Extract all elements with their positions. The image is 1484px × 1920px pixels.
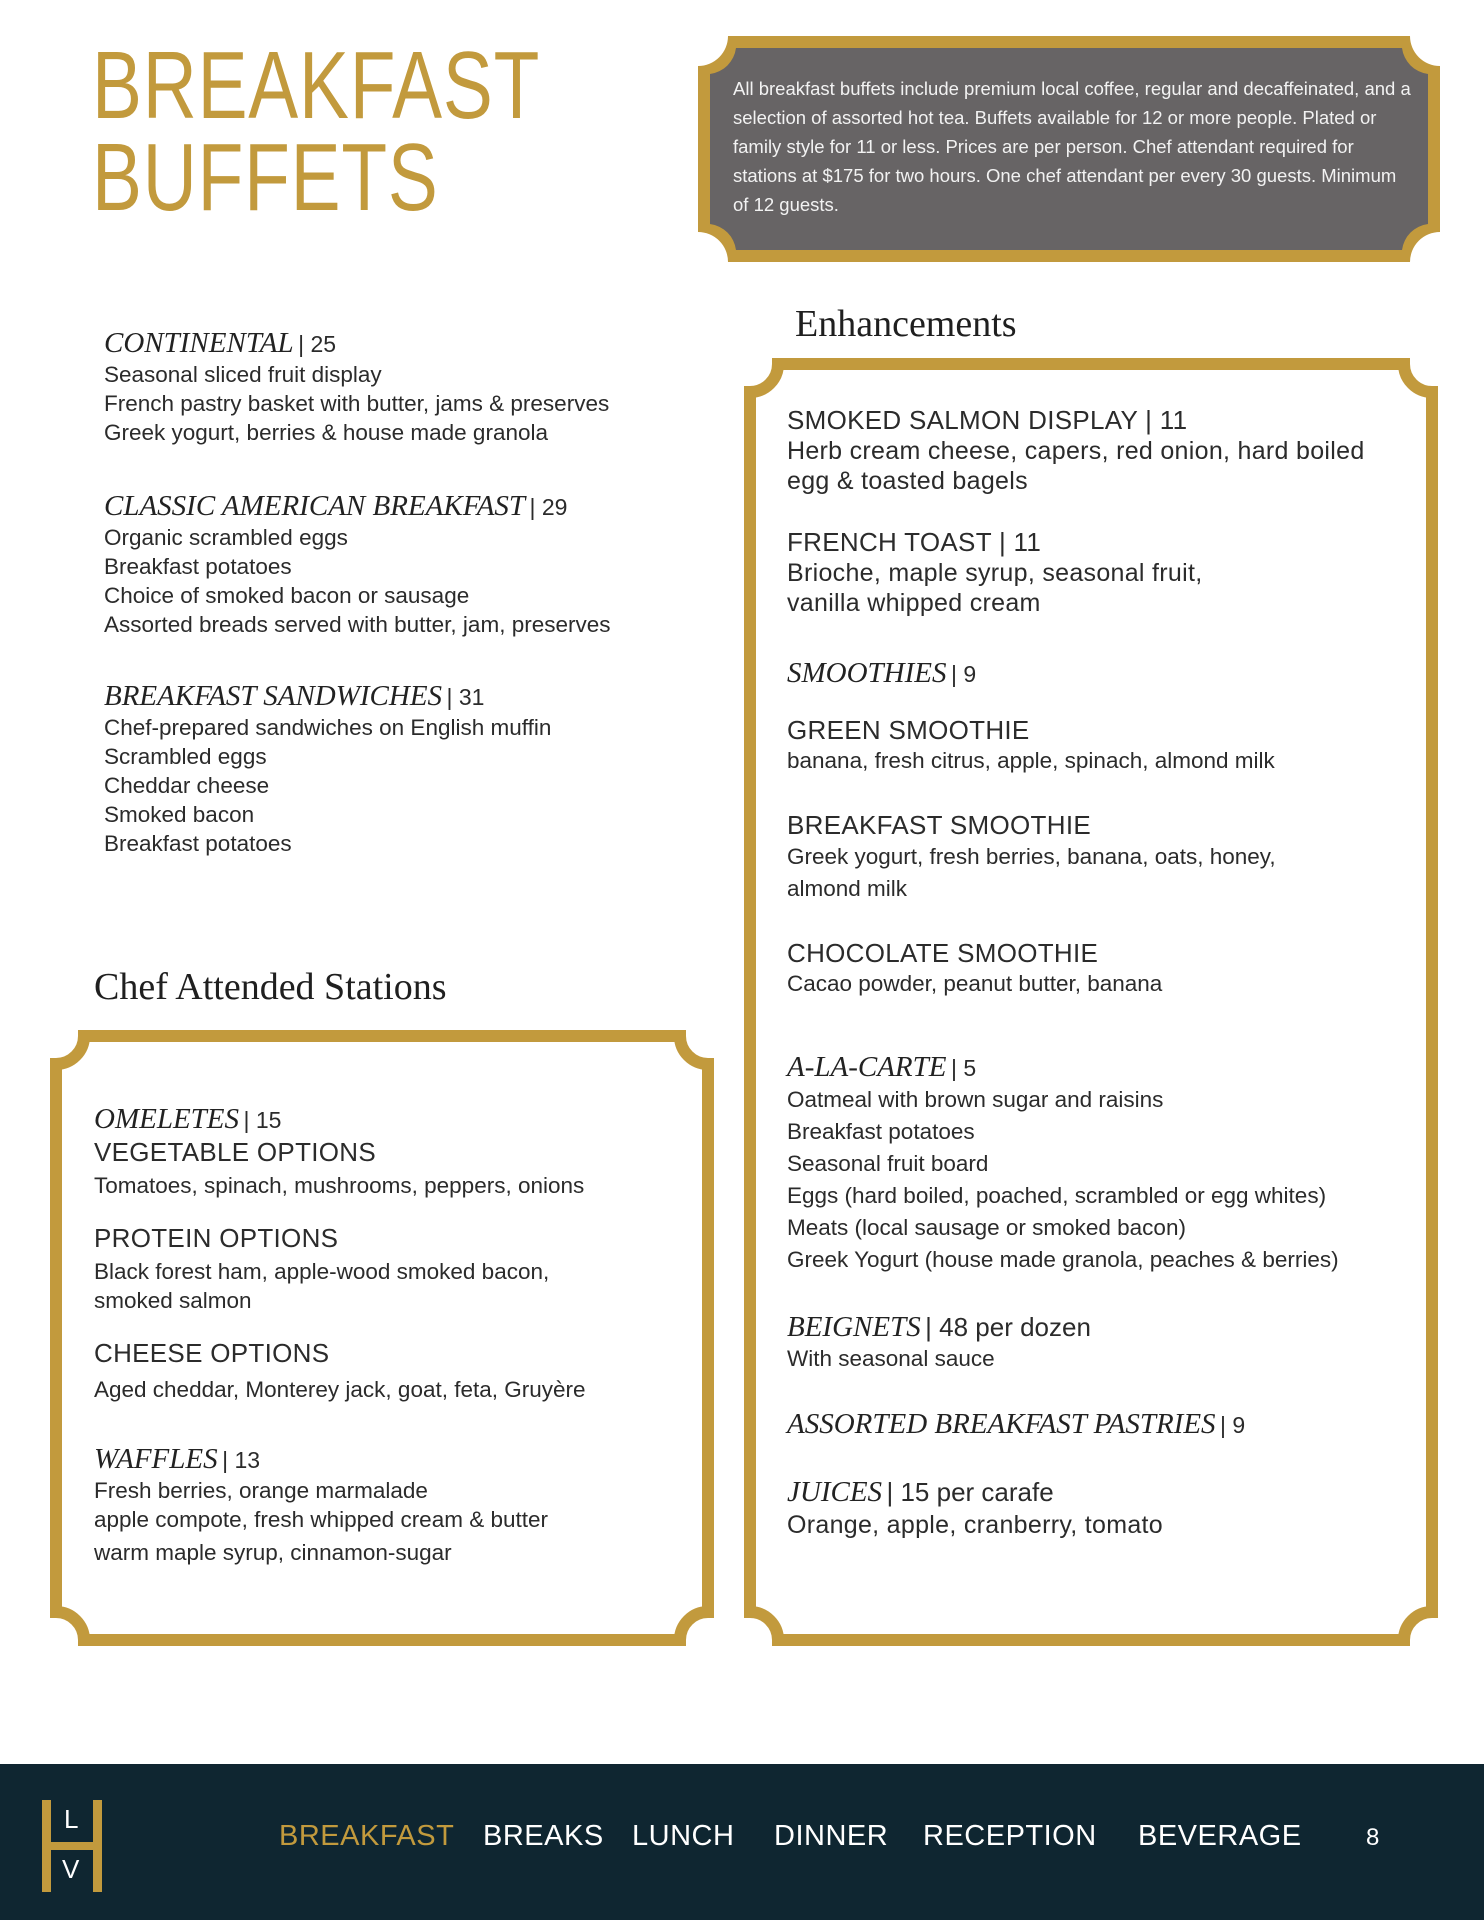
enhancements-content	[787, 404, 1427, 1541]
beignets-line: With seasonal sauce	[787, 1346, 995, 1371]
footer-bar	[0, 1764, 1484, 1920]
buffet-price: | 25	[298, 331, 337, 357]
nav-beverage[interactable]: BEVERAGE	[1138, 1820, 1302, 1852]
logo-letter-bottom: V	[62, 1854, 80, 1884]
nav-breakfast[interactable]: BREAKFAST	[279, 1820, 455, 1852]
smoothie-text: banana, fresh citrus, apple, spinach, almond milk	[787, 748, 1275, 773]
option-label: PROTEIN OPTIONS	[94, 1223, 339, 1253]
buffet-name: CONTINENTAL	[104, 327, 294, 359]
waffles-name: WAFFLES	[94, 1443, 218, 1475]
option-text: Black forest ham, apple-wood smoked bacon,	[94, 1259, 550, 1284]
waffles-line: warm maple syrup, cinnamon-sugar	[94, 1540, 452, 1565]
buffet-name: CLASSIC AMERICAN BREAKFAST	[104, 490, 526, 522]
buffet-line: Assorted breads served with butter, jam, preserves	[104, 612, 611, 637]
nav-reception[interactable]: RECEPTION	[923, 1820, 1097, 1852]
omeletes-section	[94, 1102, 694, 1404]
smoothie-label: GREEN SMOOTHIE	[787, 715, 1030, 745]
buffet-line: Scrambled eggs	[104, 744, 267, 769]
alacarte-line: Meats (local sausage or smoked bacon)	[787, 1215, 1186, 1240]
alacarte-line: Greek Yogurt (house made granola, peaches & berries)	[787, 1247, 1339, 1272]
waffles-line: Fresh berries, orange marmalade	[94, 1478, 428, 1503]
buffet-line: Smoked bacon	[104, 802, 255, 827]
salmon-line: egg & toasted bagels	[787, 467, 1028, 495]
salmon-line: Herb cream cheese, capers, red onion, hard boiled	[787, 437, 1365, 465]
juices-price: | 15 per carafe	[886, 1477, 1054, 1507]
buffet-name: BREAKFAST SANDWICHES	[104, 680, 443, 712]
option-label: VEGETABLE OPTIONS	[94, 1137, 377, 1167]
toast-label: FRENCH TOAST | 11	[787, 527, 1042, 557]
buffet-line: Organic scrambled eggs	[104, 525, 348, 550]
waffles-section	[94, 1442, 694, 1567]
title-line-1: BREAKFAST	[92, 32, 541, 139]
smoothie-text: Cacao powder, peanut butter, banana	[787, 971, 1163, 996]
title-line-2: BUFFETS	[92, 124, 439, 231]
buffet-line: Cheddar cheese	[104, 773, 270, 798]
smoothies-name: SMOOTHIES	[787, 657, 947, 689]
juices-name: JUICES	[787, 1476, 883, 1508]
smoothie-text: Greek yogurt, fresh berries, banana, oats, honey,	[787, 844, 1276, 869]
buffet-sandwiches	[104, 679, 704, 858]
nav-dinner[interactable]: DINNER	[774, 1820, 889, 1852]
option-text: Aged cheddar, Monterey jack, goat, feta, Gruyère	[94, 1377, 586, 1402]
option-text: smoked salmon	[94, 1288, 252, 1313]
footer-nav	[0, 1820, 1484, 1864]
buffet-line: Breakfast potatoes	[104, 831, 292, 856]
pastries-name: ASSORTED BREAKFAST PASTRIES	[787, 1408, 1216, 1440]
omeletes-price: | 15	[243, 1107, 282, 1133]
option-text: Tomatoes, spinach, mushrooms, peppers, onions	[94, 1173, 585, 1198]
omeletes-name: OMELETES	[94, 1103, 239, 1135]
buffet-line: Greek yogurt, berries & house made granola	[104, 420, 548, 445]
toast-line: vanilla whipped cream	[787, 589, 1041, 617]
stations-heading: Chef Attended Stations	[94, 966, 447, 1008]
waffles-price: | 13	[222, 1447, 261, 1473]
smoothies-price: | 9	[950, 661, 977, 687]
smoothie-label: BREAKFAST SMOOTHIE	[787, 810, 1091, 840]
waffles-line: apple compote, fresh whipped cream & butter	[94, 1507, 548, 1532]
alacarte-line: Oatmeal with brown sugar and raisins	[787, 1087, 1164, 1112]
page-title	[92, 32, 541, 231]
buffet-line: Breakfast potatoes	[104, 554, 292, 579]
buffet-continental	[104, 326, 704, 447]
buffet-price: | 31	[446, 684, 485, 710]
alacarte-line: Seasonal fruit board	[787, 1151, 989, 1176]
enhancements-heading: Enhancements	[795, 303, 1017, 345]
option-label: CHEESE OPTIONS	[94, 1338, 330, 1368]
toast-line: Brioche, maple syrup, seasonal fruit,	[787, 559, 1203, 587]
logo-letter-top: L	[64, 1804, 79, 1834]
buffet-classic-american	[104, 489, 704, 639]
pastries-price: | 9	[1220, 1412, 1246, 1438]
alacarte-line: Eggs (hard boiled, poached, scrambled or egg whites)	[787, 1183, 1327, 1208]
beignets-price: | 48 per dozen	[925, 1312, 1091, 1342]
juices-line: Orange, apple, cranberry, tomato	[787, 1511, 1163, 1539]
smoothie-text: almond milk	[787, 876, 908, 901]
info-text: All breakfast buffets include premium local coffee, regular and decaffeinated, and a selection of assorted hot tea. Buffets available for 12 or more people. Plated or family style for 11 or less. Prices are per person. Chef attendant required for stations at $175 for two hours. One chef attendant per every 30 guests. Minimum of 12 guests.	[733, 78, 1411, 215]
salmon-label: SMOKED SALMON DISPLAY | 11	[787, 405, 1188, 435]
smoothie-label: CHOCOLATE SMOOTHIE	[787, 938, 1099, 968]
buffet-line: Seasonal sliced fruit display	[104, 362, 382, 387]
buffet-line: Chef-prepared sandwiches on English muffin	[104, 715, 552, 740]
nav-lunch[interactable]: LUNCH	[632, 1820, 735, 1852]
alacarte-line: Breakfast potatoes	[787, 1119, 975, 1144]
alacarte-price: | 5	[950, 1055, 977, 1081]
page-number: 8	[1366, 1824, 1380, 1851]
buffet-line: French pastry basket with butter, jams & preserves	[104, 391, 610, 416]
beignets-name: BEIGNETS	[787, 1311, 921, 1343]
nav-breaks[interactable]: BREAKS	[483, 1820, 604, 1852]
buffet-price: | 29	[529, 494, 568, 520]
alacarte-name: A-LA-CARTE	[787, 1051, 947, 1083]
buffet-line: Choice of smoked bacon or sausage	[104, 583, 470, 608]
